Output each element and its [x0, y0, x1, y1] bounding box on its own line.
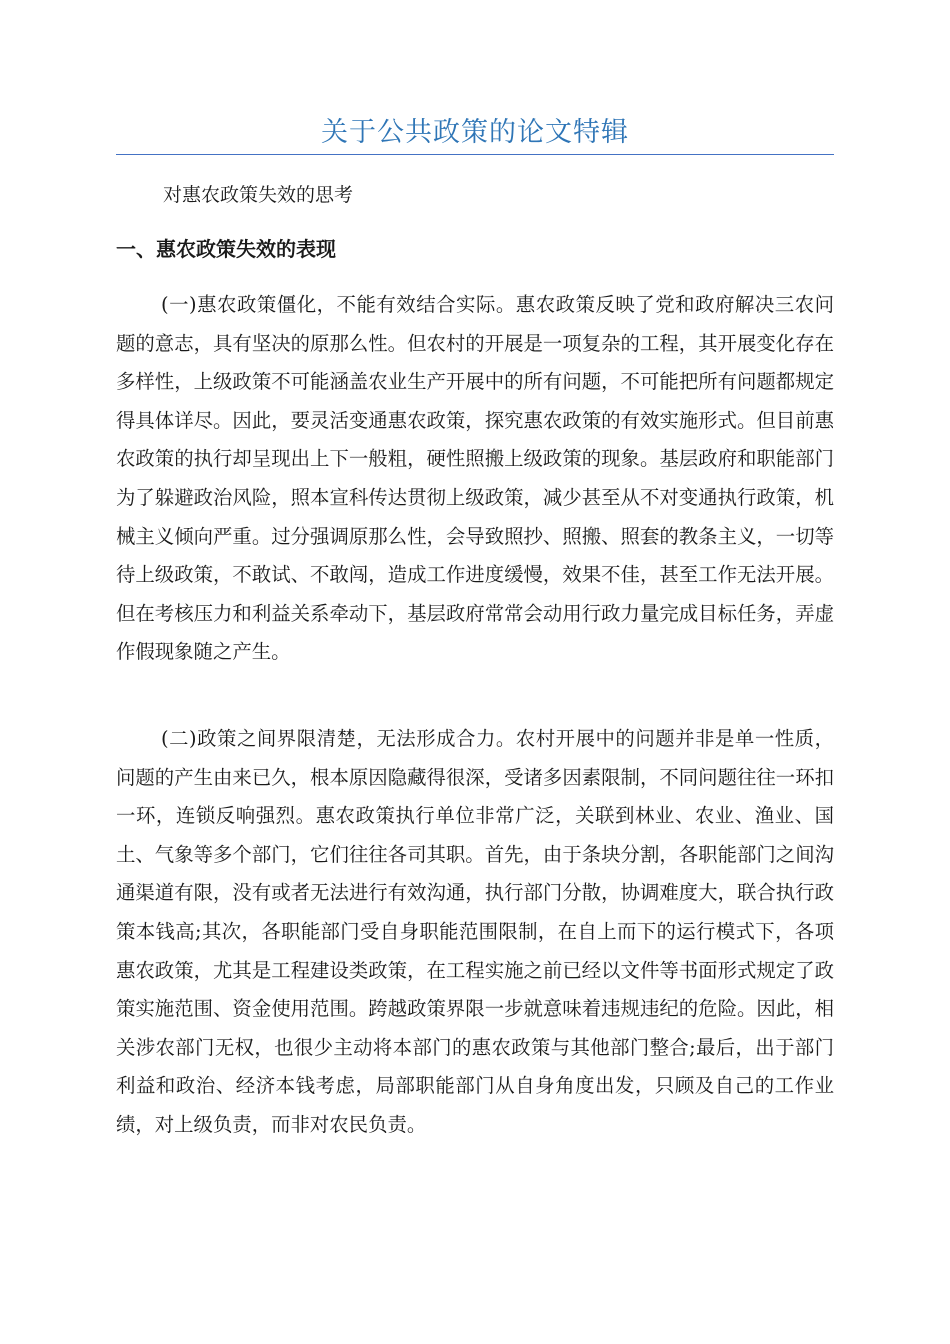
article-subtitle: 对惠农政策失效的思考: [163, 184, 354, 206]
body-paragraph-1: (一)惠农政策僵化，不能有效结合实际。惠农政策反映了党和政府解决三农问题的意志，具有坚决的原那么性。但农村的开展是一项复杂的工程，其开展变化存在多样性，上级政策不可能涵盖农业生产开展中的所有问题，不可能把所有问题都规定得具体详尽。因此，要灵活变通惠农政策，探究惠农政策的有效实施形式。但目前惠农政策的执行却呈现出上下一般粗，硬性照搬上级政策的现象。基层政府和职能部门为了躲避政治风险，照本宣科传达贯彻上级政策，减少甚至从不对变通执行政策，机械主义倾向严重。过分强调原那么性，会导致照抄、照搬、照套的教条主义，一切等待上级政策，不敢试、不敢闯，造成工作进度缓慢，效果不佳，甚至工作无法开展。但在考核压力和利益关系牵动下，基层政府常常会动用行政力量完成目标任务，弄虚作假现象随之产生。: [116, 293, 834, 664]
section-heading: 一、惠农政策失效的表现: [116, 237, 336, 261]
title-divider: [116, 154, 834, 155]
body-paragraph-2: (二)政策之间界限清楚，无法形成合力。农村开展中的问题并非是单一性质，问题的产生由来已久，根本原因隐藏得很深，受诸多因素限制，不同问题往往一环扣一环，连锁反响强烈。惠农政策执行单位非常广泛，关联到林业、农业、渔业、国土、气象等多个部门，它们往往各司其职。首先，由于条块分割，各职能部门之间沟通渠道有限，没有或者无法进行有效沟通，执行部门分散，协调难度大，联合执行政策本钱高;其次，各职能部门受自身职能范围限制，在自上而下的运行模式下，各项惠农政策，尤其是工程建设类政策，在工程实施之前已经以文件等书面形式规定了政策实施范围、资金使用范围。跨越政策界限一步就意味着违规违纪的危险。因此，相关涉农部门无权，也很少主动将本部门的惠农政策与其他部门整合;最后，出于部门利益和政治、经济本钱考虑，局部职能部门从自身角度出发，只顾及自己的工作业绩，对上级负责，而非对农民负责。: [116, 727, 834, 1136]
document-title: 关于公共政策的论文特辑: [321, 117, 629, 148]
